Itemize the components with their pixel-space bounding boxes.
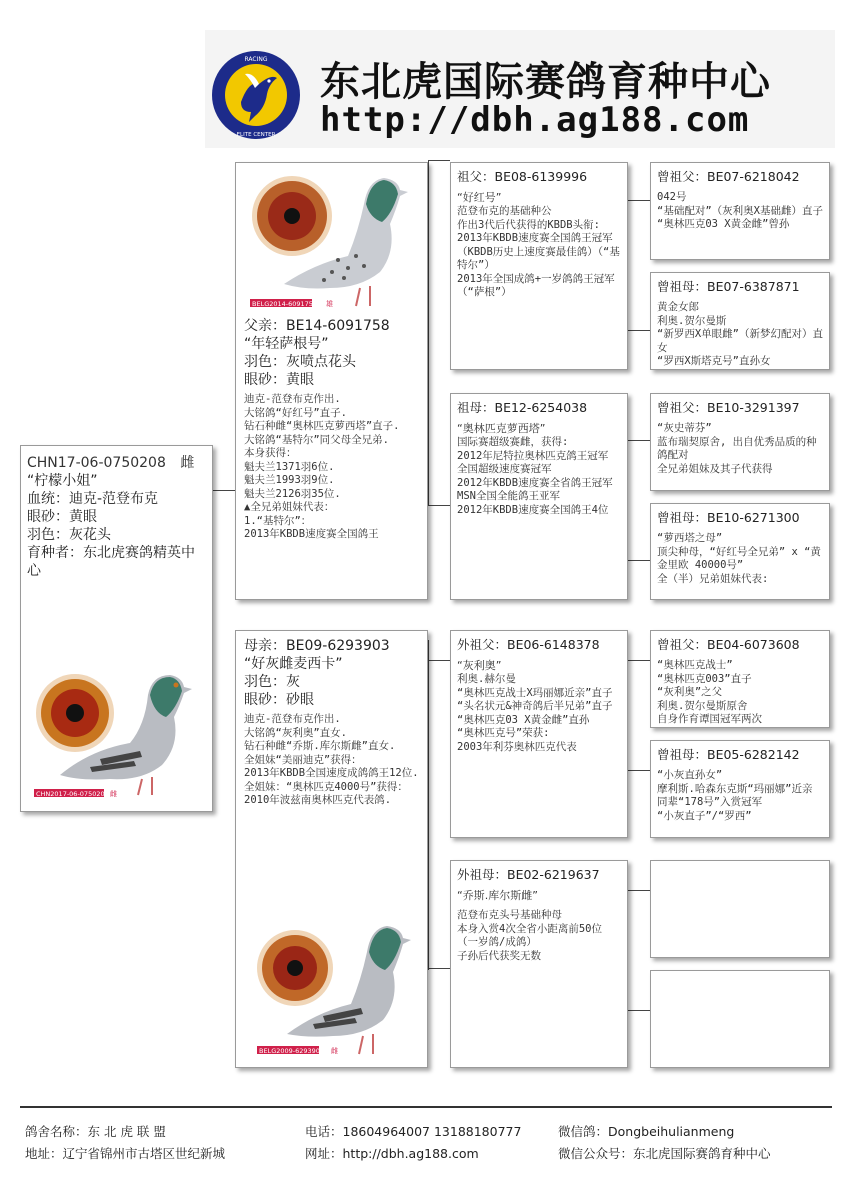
sire-photo — [248, 168, 420, 313]
great-grandparent-notes: 黄金女郎 利奥.贺尔曼斯 “新罗西X单眼雌”（新梦幻配对）直女 “罗西X斯塔克号”直孙女 — [657, 301, 823, 367]
dam-ring: 母亲：BE09-6293903 — [244, 638, 390, 654]
great-grandparent-ring: 曾祖父：BE10-3291397 — [657, 400, 800, 415]
great-grandparent-card — [650, 740, 830, 838]
dam-name: “好灰雌麦西卡” — [244, 656, 343, 672]
subject-sex: 雌 — [180, 455, 195, 471]
footer-wechat: 微信鸽：Dongbeihulianmeng — [558, 1124, 735, 1139]
connector — [628, 890, 650, 891]
footer-official-account: 微信公众号：东北虎国际赛鸽育种中心 — [558, 1146, 771, 1161]
connector — [628, 560, 650, 561]
footer-website[interactable]: 网址：http://dbh.ag188.com — [305, 1146, 479, 1161]
maternal-granddam-ring: 外祖母：BE02-6219637 — [457, 867, 600, 882]
sire-name: “年轻萨根号” — [244, 336, 329, 352]
connector — [628, 660, 650, 661]
great-grandparent-ring: 曾祖父：BE04-6073608 — [657, 637, 800, 652]
sire-ring: 父亲：BE14-6091758 — [244, 318, 390, 334]
connector — [628, 330, 650, 331]
dam-color: 羽色：灰 — [244, 674, 300, 690]
connector — [628, 1010, 650, 1011]
subject-breeder: 育种者：东北虎赛鸽精英中心 — [27, 545, 195, 579]
great-grandparent-card — [650, 393, 830, 491]
paternal-granddam-ring: 祖母：BE12-6254038 — [457, 400, 588, 415]
dam-eye: 眼砂：砂眼 — [244, 692, 314, 708]
paternal-grandsire-name: “好红号” — [457, 191, 502, 204]
subject-color: 羽色：灰花头 — [27, 527, 111, 543]
maternal-granddam-name: “乔斯.库尔斯雌” — [457, 889, 538, 902]
maternal-grandsire-name: “灰利奥” — [457, 659, 502, 672]
sire-photo-sex: 雄 — [326, 300, 333, 308]
svg-text:ELITE CENTER: ELITE CENTER — [236, 132, 276, 138]
dam-photo-sex: 雌 — [331, 1047, 338, 1055]
great-grandparent-ring: 曾祖母：BE10-6271300 — [657, 510, 800, 525]
connector — [628, 200, 650, 201]
connector — [628, 440, 650, 441]
sire-photo-tag: BELG2014-6091758 — [252, 300, 318, 308]
paternal-granddam-notes: 国际赛超级赛雌，获得: 2012年尼特拉奥林匹克鸽王冠军 全国超级速度赛冠军 2012年KBDB速度赛全省鸽王冠军 MSN全国全能鸽王亚军 2012年KBDB速度赛全国鸽王4位 — [457, 436, 613, 516]
subject-name: “柠檬小姐” — [27, 473, 98, 489]
connector — [428, 505, 450, 506]
subject-bloodline: 血统：迪克-范登布克 — [27, 491, 159, 507]
maternal-grandsire-notes: 利奥.赫尔曼 “奥林匹克战士X玛丽娜近亲”直子 “头名状元&神奇鸽后半兄弟”直子 “奥林匹克03 X黄金雌”直孙 “奥林匹克号”荣获: 2003年利芬奥林匹克代表 — [457, 673, 613, 753]
connector — [428, 660, 450, 661]
connector — [428, 640, 429, 970]
footer-divider — [20, 1106, 832, 1108]
sire-eye: 眼砂：黄眼 — [244, 372, 314, 388]
subject-ring-row — [27, 454, 206, 472]
maternal-granddam-notes: 范登布克头号基础种母 本身入赏4次全省小距离前50位（一岁鸽/成鸽） 子孙后代获奖无数 — [457, 909, 602, 962]
maternal-grandsire-ring: 外祖父：BE06-6148378 — [457, 637, 600, 652]
subject-photo-tag: CHN2017-06-0750208 — [36, 790, 109, 798]
maternal-granddam-card — [450, 860, 628, 1068]
great-grandparent-ring: 曾祖母：BE07-6387871 — [657, 279, 800, 294]
great-grandparent-notes: “小灰直孙女” 摩利斯.哈森东克斯“玛丽娜”近亲 同辈“178号”入赏冠军 “小灰直子”/“罗西” — [657, 769, 813, 822]
great-grandparent-notes: “奥林匹克战士” “奥林匹克003”直子 “灰利奥”之父 利奥.贺尔曼斯原舍 自身作育谭国冠军两次 — [657, 659, 762, 725]
paternal-grandsire-notes: 范登布克的基础种公 作出3代后代获得的KBDB头衔: 2013年KBDB速度赛全国鸽王冠军 （KBDB历史上速度赛最佳鸽）（“基特尔”） 2013年全国成鸽+一岁鸽鸽王冠军 （“萨根”） — [457, 205, 620, 298]
subject-photo — [30, 655, 205, 805]
great-grandparent-card — [650, 162, 830, 260]
great-grandparent-notes: “灰史蒂芬” 蓝布瑞契原舍, 出自优秀品质的种鸽配对 全兄弟姐妹及其子代获得 — [657, 422, 817, 475]
great-grandparent-ring: 曾祖父：BE07-6218042 — [657, 169, 800, 184]
subject-eye: 眼砂：黄眼 — [27, 509, 97, 525]
great-grandparent-card — [650, 630, 830, 728]
great-grandparent-card — [650, 272, 830, 370]
great-grandparent-notes: “萝西塔之母” 顶尖种母，“好红号全兄弟” x “黄金里欧 40000号” 全（半）兄弟姐妹代表: — [657, 532, 821, 585]
site-url[interactable]: http://dbh.ag188.com — [320, 100, 750, 140]
maternal-grandsire-card — [450, 630, 628, 838]
connector — [428, 968, 450, 969]
site-title: 东北虎国际赛鸽育种中心 — [320, 59, 771, 105]
subject-ring: CHN17-06-0750208 — [27, 455, 166, 471]
great-grandparent-card-empty — [650, 860, 830, 958]
svg-text:RACING: RACING — [244, 56, 268, 63]
club-logo — [211, 50, 301, 140]
great-grandparent-card-empty — [650, 970, 830, 1068]
connector — [428, 160, 450, 161]
connector — [428, 160, 429, 505]
connector — [213, 490, 235, 491]
great-grandparent-card — [650, 503, 830, 600]
dam-notes: 迪克-范登布克作出. 大铭鸽“灰利奥”直女. 钻石种雌“乔斯.库尔斯雌”直女. 全姐妹“美丽迪克”获得： 2013年KBDB全国速度成鸽鸽王12位. 全姐妹：“奥林匹克4000号”获得： 2010年波兹南奥林匹克代表鸽. — [244, 713, 419, 806]
sire-color: 羽色：灰喷点花头 — [244, 354, 356, 370]
dam-photo — [255, 912, 420, 1062]
great-grandparent-notes: 042号 “基础配对”（灰利奥X基础雌）直子 “奥林匹克03 X黄金雌”曾孙 — [657, 191, 823, 230]
sire-notes: 迪克-范登布克作出. 大铭鸽“好红号”直子. 钻石种雌“奥林匹克萝西塔”直子. 大铭鸽“基特尔”同父母全兄弟. 本身获得： 魁夫兰1371羽6位. 魁夫兰1993羽9位. 魁夫兰2126羽35位. ▲全兄弟姐妹代表： 1.“基特尔”： 2013年KBDB速度赛全国鸽王 — [244, 393, 400, 540]
paternal-granddam-name: “奥林匹克萝西塔” — [457, 422, 546, 435]
paternal-grandsire-ring: 祖父：BE08-6139996 — [457, 169, 588, 184]
footer-address: 地址：辽宁省锦州市古塔区世纪新城 — [25, 1146, 226, 1161]
connector — [628, 770, 650, 771]
dam-photo-tag: BELG2009-6293903 — [259, 1047, 325, 1055]
great-grandparent-ring: 曾祖母：BE05-6282142 — [657, 747, 800, 762]
footer-loft: 鸽舍名称：东 北 虎 联 盟 — [25, 1124, 166, 1139]
subject-photo-sex: 雌 — [110, 790, 117, 798]
footer-phone: 电话：18604964007 13188180777 — [305, 1124, 522, 1139]
paternal-granddam-card — [450, 393, 628, 600]
paternal-grandsire-card — [450, 162, 628, 370]
